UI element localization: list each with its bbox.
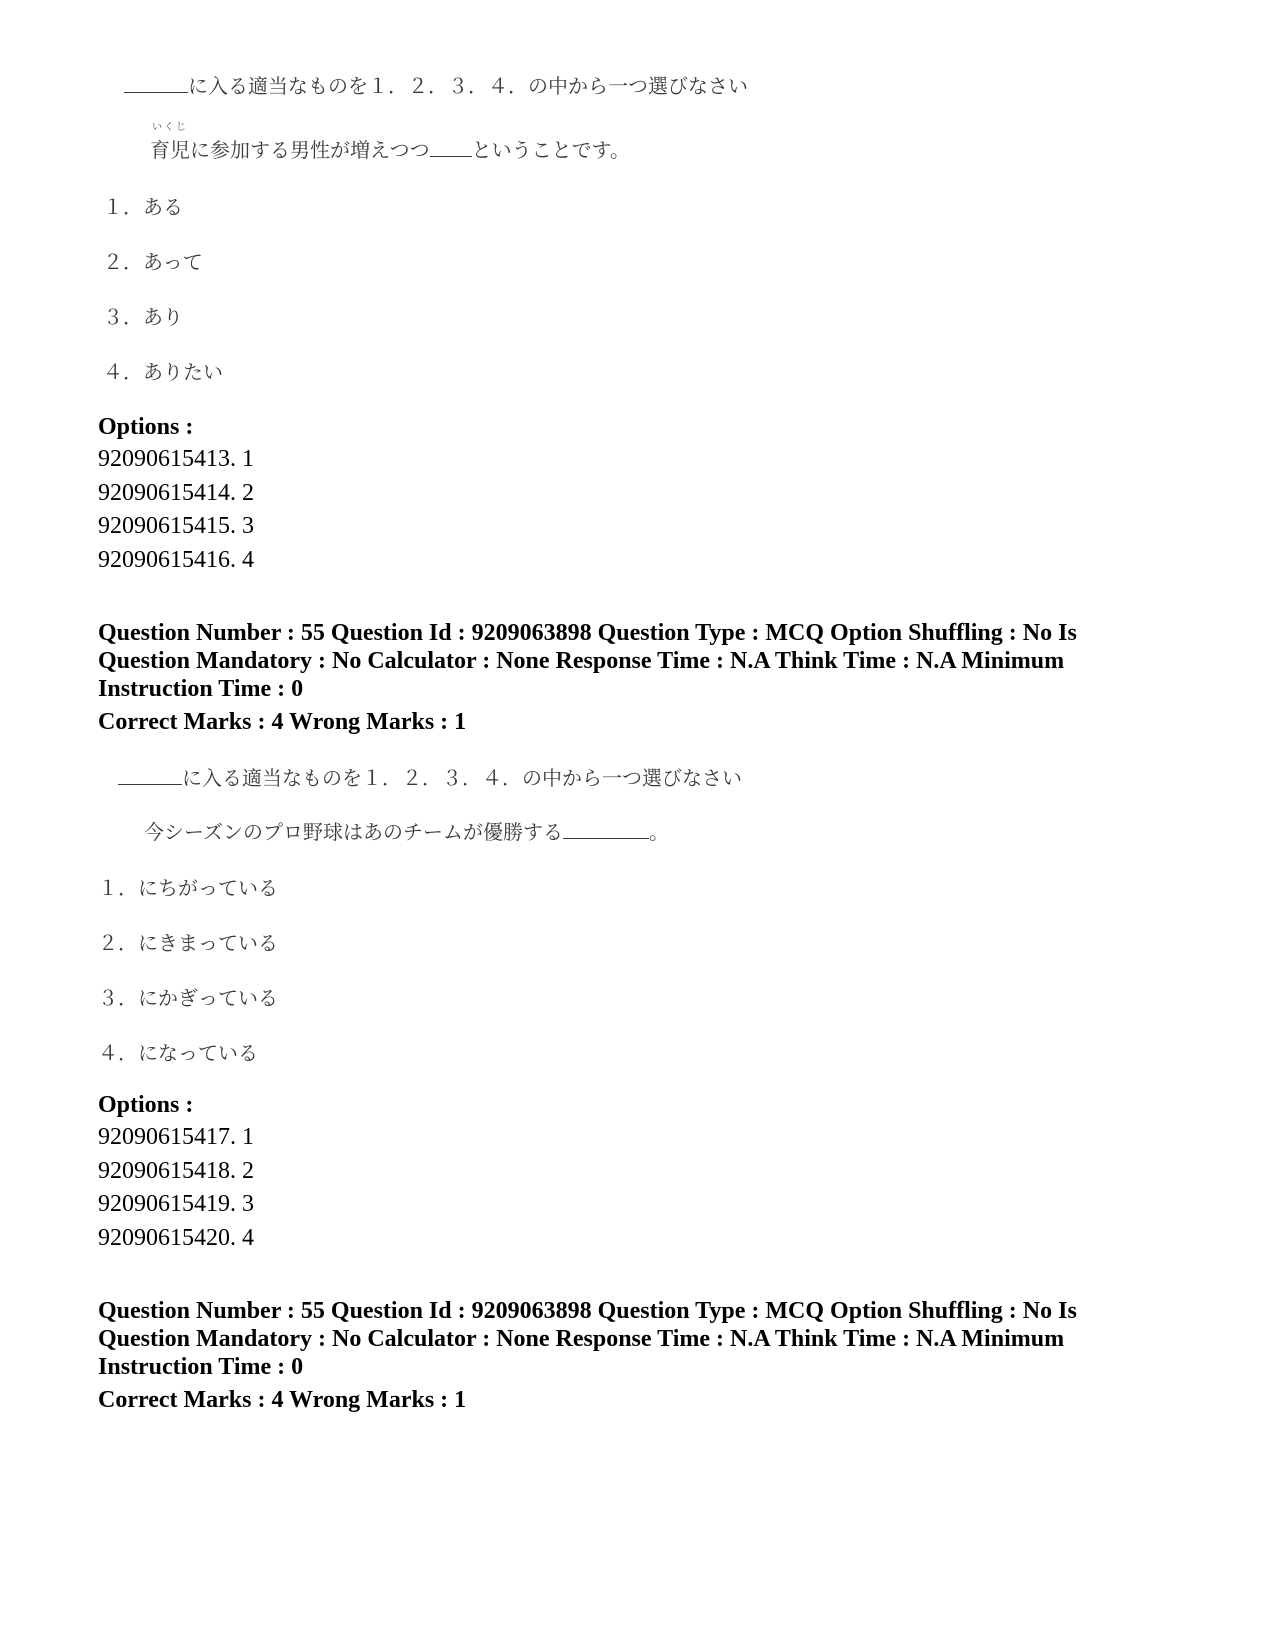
- q2-sentence-blank: [563, 820, 649, 839]
- q1-choice-4: ４．ありたい: [103, 360, 223, 384]
- q1-options-label: Options :: [98, 414, 194, 440]
- q2-choice-3: ３．にかぎっている: [98, 986, 278, 1010]
- header2-line1: Question Number : 55 Question Id : 9209063898 Question Type : MCQ Option Shuffling : No Is: [98, 1298, 1077, 1324]
- q1-furigana: いくじ: [152, 122, 188, 133]
- q1-option-3: 92090615415. 3: [98, 513, 254, 539]
- q2-option-1: 92090615417. 1: [98, 1124, 254, 1150]
- q2-choice-1: １．にちがっている: [98, 876, 278, 900]
- q2-choice-4: ４．になっている: [98, 1041, 258, 1065]
- header2-marks: Correct Marks : 4 Wrong Marks : 1: [98, 1387, 467, 1413]
- q1-sentence-head: 育児: [150, 138, 190, 162]
- q2-sentence: [144, 816, 669, 845]
- q1-option-2: 92090615414. 2: [98, 480, 254, 506]
- q2-instruction: [118, 762, 742, 791]
- q1-sentence: [150, 122, 631, 163]
- q2-option-4: 92090615420. 4: [98, 1225, 254, 1251]
- q1-choice-2: ２．あって: [103, 250, 203, 274]
- q1-sentence-ruby: [150, 122, 190, 163]
- q2-choice-2: ２．にきまっている: [98, 931, 278, 955]
- q2-instruction-blank: [118, 766, 182, 785]
- q1-option-4: 92090615416. 4: [98, 547, 254, 573]
- q1-choice-1: １．ある: [103, 195, 183, 219]
- q2-options-label: Options :: [98, 1092, 194, 1118]
- q1-instruction: [124, 70, 748, 99]
- q2-option-2: 92090615418. 2: [98, 1158, 254, 1184]
- q1-choice-3: ３．あり: [103, 305, 183, 329]
- q1-sentence-tail: ということです。: [471, 138, 631, 162]
- header2-line3: Instruction Time : 0: [98, 1354, 304, 1380]
- q1-instruction-text: に入る適当なものを１．２．３．４．の中から一つ選びなさい: [188, 74, 748, 98]
- q1-sentence-mid: に参加する男性が増えつつ: [190, 138, 430, 162]
- header1-line2: Question Mandatory : No Calculator : None Response Time : N.A Think Time : N.A Minimum: [98, 648, 1065, 674]
- q2-sentence-tail: 。: [649, 820, 669, 844]
- header1-line3: Instruction Time : 0: [98, 676, 304, 702]
- q1-option-1: 92090615413. 1: [98, 446, 254, 472]
- header1-line1: Question Number : 55 Question Id : 9209063898 Question Type : MCQ Option Shuffling : No Is: [98, 620, 1077, 646]
- q1-instruction-blank: [124, 74, 188, 93]
- header1-marks: Correct Marks : 4 Wrong Marks : 1: [98, 709, 467, 735]
- q2-sentence-head: 今シーズンのプロ野球はあのチームが優勝する: [144, 820, 563, 844]
- header2-line2: Question Mandatory : No Calculator : None Response Time : N.A Think Time : N.A Minimum: [98, 1326, 1065, 1352]
- q1-sentence-blank: [430, 138, 472, 157]
- q2-option-3: 92090615419. 3: [98, 1191, 254, 1217]
- q2-instruction-text: に入る適当なものを１．２．３．４．の中から一つ選びなさい: [182, 766, 742, 790]
